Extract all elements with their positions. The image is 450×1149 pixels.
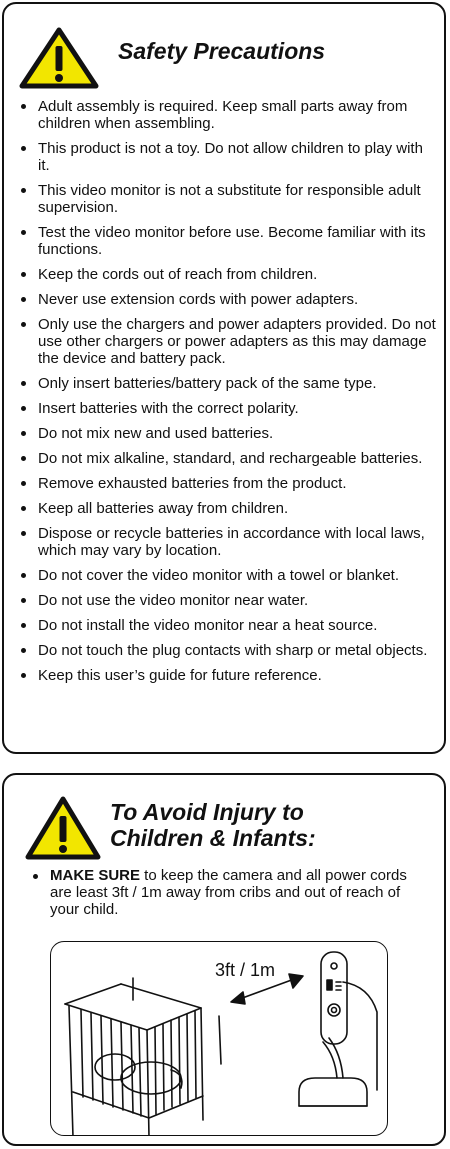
list-item: Only use the chargers and power adapters provided. Do not use other chargers or power adapters as this may damage the device and battery pack. [18,316,436,367]
list-item: This video monitor is not a substitute for responsible adult supervision. [18,182,436,216]
list-item: Never use extension cords with power adapters. [18,291,436,308]
list-item: Keep all batteries away from children. [18,500,436,517]
list-item: Insert batteries with the correct polarity. [18,400,436,417]
distance-label: 3ft / 1m [215,960,276,980]
list-item: Keep the cords out of reach from children. [18,266,436,283]
injury-title-line2: Children & Infants: [110,825,316,851]
list-item: Keep this user’s guide for future reference. [18,667,436,684]
injury-title [110,799,316,851]
make-sure-label: MAKE SURE [50,867,141,884]
injury-panel [2,773,446,1146]
safety-title: Safety Precautions [118,38,326,64]
injury-list [30,867,426,926]
list-item: Do not touch the plug contacts with sharp or metal objects. [18,642,436,659]
list-item: Do not install the video monitor near a heat source. [18,617,436,634]
list-item: Test the video monitor before use. Become familiar with its functions. [18,224,436,258]
crib-camera-illustration [50,941,388,1136]
make-sure-text: to keep the camera and all power cords are least 3ft / 1m away from cribs and out of reach of your child. [50,867,407,918]
warning-triangle-icon [24,795,102,861]
safety-precautions-panel [2,2,446,754]
list-item: This product is not a toy. Do not allow children to play with it. [18,140,436,174]
list-item: Do not mix new and used batteries. [18,425,436,442]
injury-title-line1: To Avoid Injury to [110,799,304,825]
list-item: Dispose or recycle batteries in accordance with local laws, which may vary by location. [18,525,436,559]
list-item: Remove exhausted batteries from the product. [18,475,436,492]
list-item [30,867,426,918]
list-item: Do not use the video monitor near water. [18,592,436,609]
list-item: Do not mix alkaline, standard, and rechargeable batteries. [18,450,436,467]
list-item: Adult assembly is required. Keep small parts away from children when assembling. [18,98,436,132]
warning-triangle-icon [18,26,100,90]
list-item: Do not cover the video monitor with a towel or blanket. [18,567,436,584]
list-item: Only insert batteries/battery pack of the same type. [18,375,436,392]
safety-list [18,98,436,692]
